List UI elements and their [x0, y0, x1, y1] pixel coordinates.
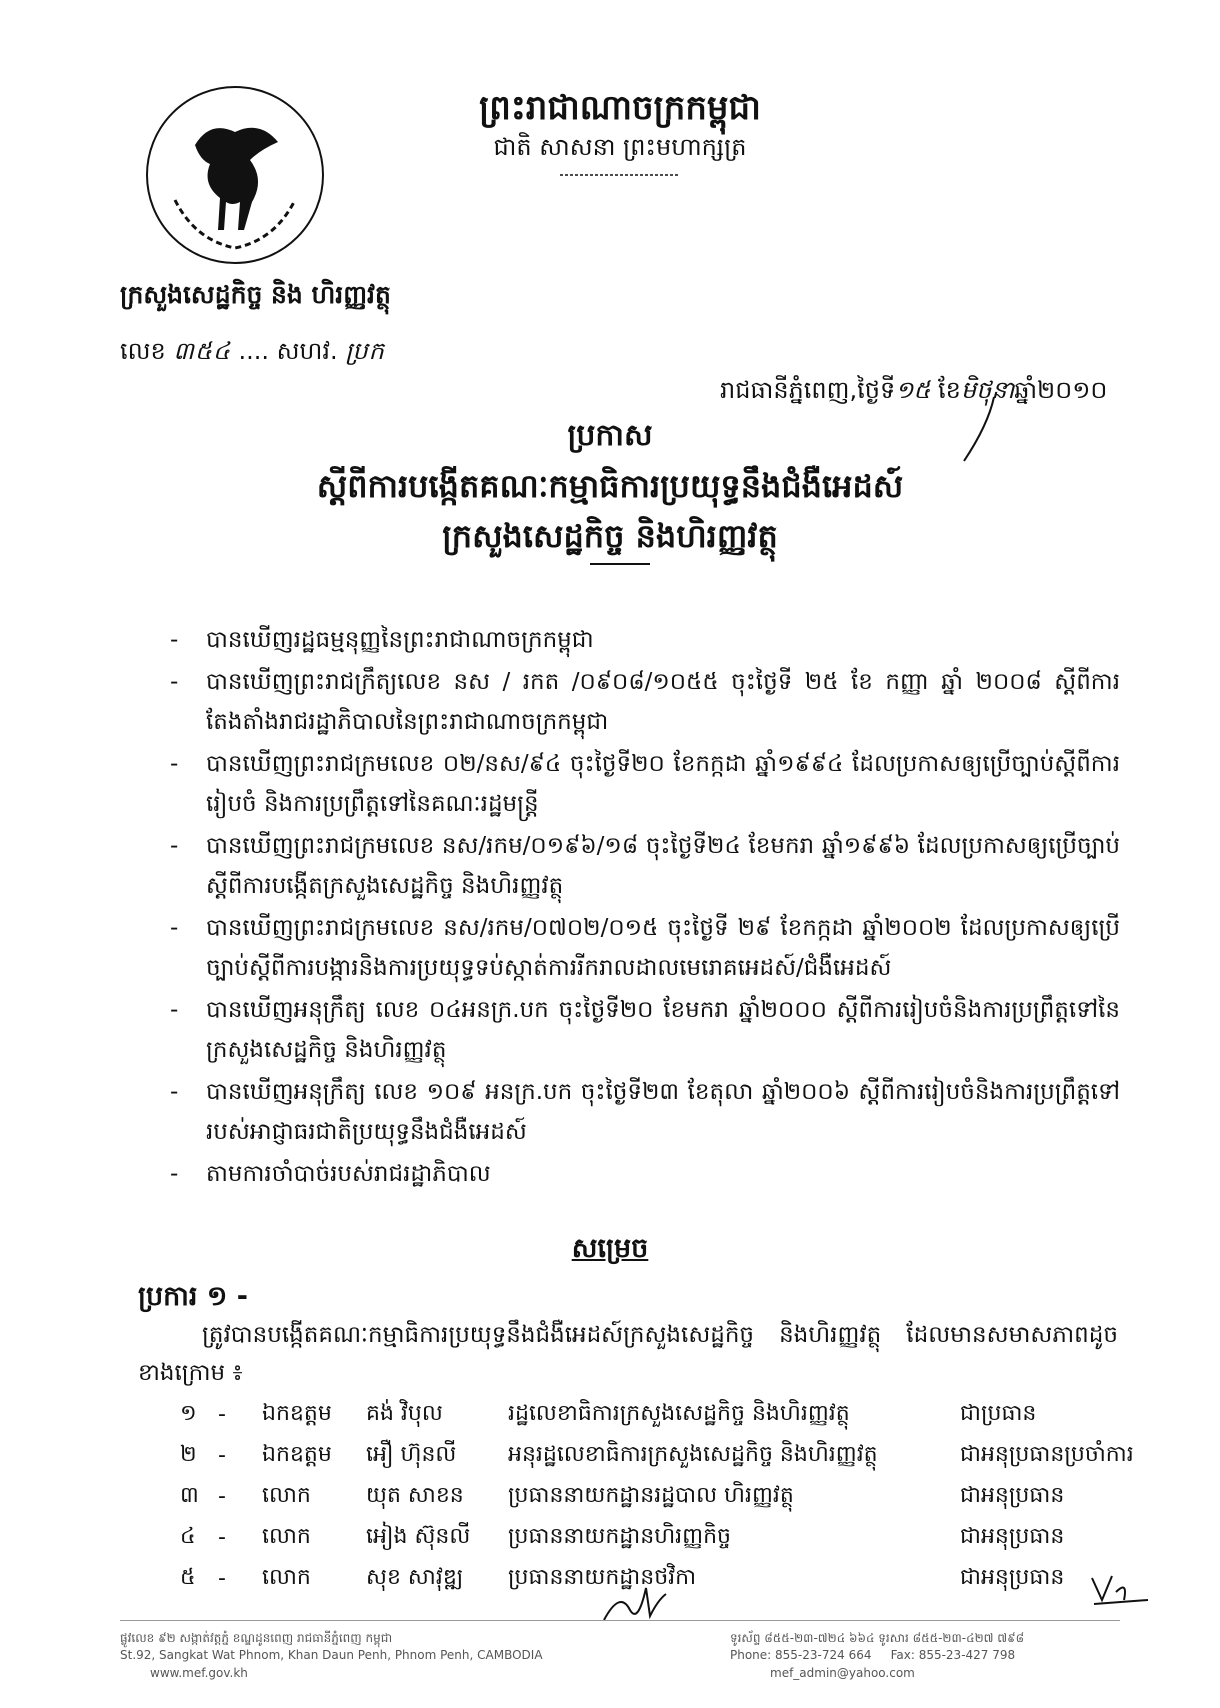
date-year: ឆ្នាំ២០១០: [1014, 376, 1108, 404]
visa-item: - បានឃើញព្រះរាជក្រមលេខ ០២/នស/៩៤ ចុះថ្ងៃទី២០ ខែកក្កដា ឆ្នាំ១៩៩៤ ដែលប្រកាសឲ្យប្រើច្បាប់ស្តីពីការរៀបចំ និងការប្រព្រឹត្តទៅនៃគណៈរដ្ឋមន្ត្រី: [170, 751, 1120, 817]
ministry-seal-logo: [140, 80, 330, 270]
decision-title: សម្រេច: [571, 1233, 649, 1264]
visa-item: - តាមការចាំបាច់របស់រាជរដ្ឋាភិបាល: [170, 1161, 491, 1187]
ref-number: ៣៥៤: [173, 337, 231, 365]
footer-address-km: ផ្លូវលេខ ៩២ សង្កាត់វត្តភ្នំ ខណ្ឌដូនពេញ រាជធានីភ្នំពេញ កម្ពុជា: [120, 1631, 393, 1645]
ref-code: ប្រក: [345, 337, 385, 365]
member-row: ២ - ឯកឧត្តម អឿ ហ៊ុនលី អនុរដ្ឋលេខាធិការក្រសួងសេដ្ឋកិច្ច និងហិរញ្ញវត្ថុ ជាអនុប្រធានប្រចាំការ: [180, 1441, 1134, 1468]
footer-divider: [120, 1620, 1120, 1621]
footer-website: www.mef.gov.kh: [150, 1666, 248, 1680]
footer-address-en: St.92, Sangkat Wat Phnom, Khan Daun Penh, Phnom Penh, CAMBODIA: [120, 1648, 543, 1662]
footer-fax: Fax: 855-23-427 798: [890, 1648, 1016, 1662]
article-heading: ប្រការ ១ -: [138, 1281, 248, 1312]
ref-label: លេខ: [120, 337, 166, 365]
members-list: [180, 1394, 1140, 1599]
document-institution: ក្រសួងសេដ្ឋកិច្ច និងហិរញ្ញវត្ថុ: [442, 517, 778, 555]
footer-email: mef_admin@yahoo.com: [770, 1666, 915, 1680]
national-motto: ជាតិ សាសនា ព្រះមហាក្សត្រ: [493, 133, 747, 161]
visa-item: - បានឃើញអនុក្រឹត្យ លេខ ០៤អនក្រ.បក ចុះថ្ងៃទី២០ ខែមករា ឆ្នាំ២០០០ ស្តីពីការរៀបចំនិងការប្រព្រឹត្តទៅនៃក្រសួងសេដ្ឋកិច្ច និងហិរញ្ញវត្ថុ: [170, 997, 1120, 1063]
visa-item: - បានឃើញរដ្ឋធម្មនុញ្ញនៃព្រះរាជាណាចក្រកម្ពុជា: [170, 627, 594, 653]
ministry-name: ក្រសួងសេដ្ឋកិច្ច និង ហិរញ្ញវត្ថុ: [120, 280, 391, 309]
date-month: មិថុនា: [960, 376, 1015, 404]
visa-item: - បានឃើញអនុក្រឹត្យ លេខ ១០៩ អនក្រ.បក ចុះថ្ងៃទី២៣ ខែតុលា ឆ្នាំ២០០៦ ស្តីពីការរៀបចំនិងការប្រព្រឹត្តទៅរបស់អាជ្ញាធរជាតិប្រយុទ្ធនឹងជំងឺអេដស៍: [170, 1079, 1120, 1145]
member-row: ១ - ឯកឧត្តម គង់ វិបុល រដ្ឋលេខាធិការក្រសួងសេដ្ឋកិច្ច និងហិរញ្ញវត្ថុ ជាប្រធាន: [180, 1400, 1037, 1427]
kingdom-title: ព្រះរាជាណាចក្រកម្ពុជា: [479, 88, 761, 128]
dateline: [720, 375, 1107, 410]
date-day: ១៥: [895, 376, 931, 404]
member-row: ៣ - លោក យុត សាខន ប្រធាននាយកដ្ឋានរដ្ឋបាល ហិរញ្ញវត្ថុ ជាអនុប្រធាន: [180, 1482, 1065, 1509]
reference-number: លេខ ៣៥៤ .... សហវ. ប្រក: [120, 337, 385, 365]
visa-list: [170, 620, 1120, 1196]
document-subject: ស្តីពីការបង្កើតគណៈកម្មាធិការប្រយុទ្ធនឹងជំងឺអេដស៍: [316, 467, 904, 505]
footer-contact-km: ទូរស័ព្ទ ៨៥៥-២៣-៧២៤ ៦៦៤ ទូរសារ ៨៥៥-២៣-៤២៧ ៧៩៨: [730, 1631, 1025, 1645]
visa-item: - បានឃើញព្រះរាជក្រមលេខ នស/រកម/០១៩៦/១៨ ចុះថ្ងៃទី២៤ ខែមករា ឆ្នាំ១៩៩៦ ដែលប្រកាសឲ្យប្រើច្បាប់ស្តីពីការបង្កើតក្រសួងសេដ្ឋកិច្ច និងហិរញ្ញវត្ថុ: [170, 833, 1120, 899]
visa-item: - បានឃើញព្រះរាជក្រមលេខ នស/រកម/០៧០២/០១៥ ចុះថ្ងៃទី ២៩ ខែកក្កដា ឆ្នាំ២០០២ ដែលប្រកាសឲ្យប្រើ ច្បាប់ស្តីពីការបង្ការនិងការប្រយុទ្ធទប់ស្កាត់ការរីករាលដាលមេរោគអេដស៍/ជំងឺអេដស៍: [170, 915, 1120, 981]
handwritten-initials: [1088, 1570, 1152, 1610]
visa-item: - បានឃើញព្រះរាជក្រឹត្យលេខ នស / រកត /០៩០៨/១០៥៥ ចុះថ្ងៃទី ២៥ ខែ កញ្ញា ឆ្នាំ ២០០៨ ស្តីពីការតែងតាំងរាជរដ្ឋាភិបាលនៃព្រះរាជាណាចក្រកម្ពុជា: [170, 669, 1120, 735]
footer-phone: Phone: 855-23-724 664: [730, 1648, 872, 1662]
member-row: ៤ - លោក អៀង ស៊ុនលី ប្រធាននាយកដ្ឋានហិរញ្ញកិច្ច ជាអនុប្រធាន: [180, 1523, 1065, 1550]
member-row: ៥ - លោក សុខ សាវុឌ្ឍ ប្រធាននាយកដ្ឋានថវិកា ជាអនុប្រធាន: [180, 1564, 1065, 1591]
ref-suffix: សហវ.: [276, 337, 338, 365]
document-type: ប្រកាស: [567, 418, 653, 453]
article-body: ត្រូវបានបង្កើតគណៈកម្មាធិការប្រយុទ្ធនឹងជំងឺអេដស៍ក្រសួងសេដ្ឋកិច្ច និងហិរញ្ញវត្ថុ ដែលមានសមាសភាពដូចខាងក្រោម ៖: [138, 1322, 1118, 1386]
footer-phone-fax: [730, 1648, 1015, 1662]
date-prefix: រាជធានីភ្នំពេញ,ថ្ងៃទី: [720, 376, 896, 404]
motto-flourish: [560, 170, 680, 180]
date-month-label: ខែ: [938, 376, 961, 404]
heading-divider: [590, 563, 650, 565]
